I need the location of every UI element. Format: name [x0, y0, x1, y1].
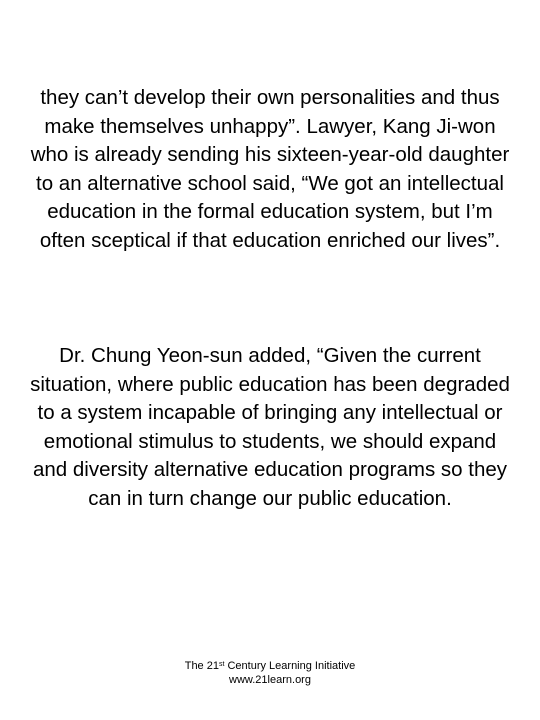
- footer-org-superscript: st: [218, 661, 225, 668]
- body-paragraph-1: they can’t develop their own personalities and thus make themselves unhappy”. Lawyer, Kang Ji-won who is already sending his sixteen-year-old daughter to an alternative school said, “We got an intellectual education in the formal education system, but I’m often sceptical if that education enriched our lives”.: [30, 86, 510, 252]
- footer-org-prefix: The 21: [184, 660, 219, 672]
- footer-credit: [170, 659, 370, 687]
- footer-url: www.21learn.org: [229, 674, 311, 686]
- footer-org-suffix: Century Learning Initiative: [224, 660, 356, 672]
- body-paragraph-2: Dr. Chung Yeon-sun added, “Given the current situation, where public education has been degraded to a system incapable of bringing any intellectual or emotional stimulus to students, we should expand and diversity alternative education programs so they can in turn change our public education.: [30, 344, 510, 510]
